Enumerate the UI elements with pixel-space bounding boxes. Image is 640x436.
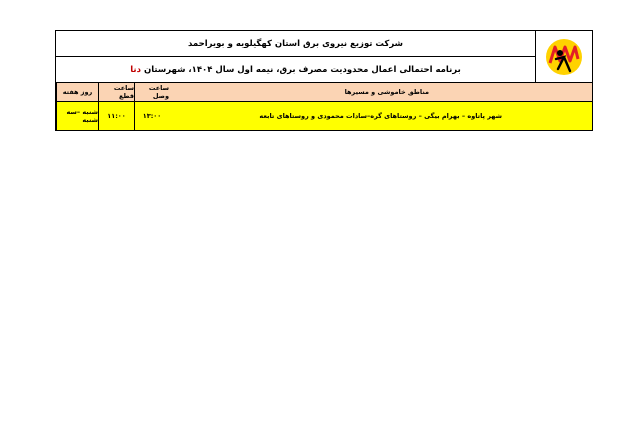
city-name: دنا [130, 64, 141, 75]
power-distribution-logo-icon [544, 37, 584, 77]
title-cell [56, 31, 535, 82]
program-title-text: برنامه احتمالی اعمال محدودیت مصرف برق، نیمه اول سال ۱۴۰۴، شهرستان [143, 64, 461, 75]
company-name: شرکت توزیع نیروی برق استان کهگیلویه و بویراحمد [56, 31, 535, 57]
program-title [56, 57, 535, 82]
column-header-day: روز هفته [56, 83, 98, 101]
logo-cell [535, 31, 592, 82]
cell-off-time: ۱۱:۰۰ [98, 102, 134, 130]
schedule-sheet [55, 30, 593, 131]
cell-on-time: ۱۳:۰۰ [134, 102, 169, 130]
column-header-on-time: ساعت وصل [134, 83, 169, 101]
document-header [56, 31, 592, 83]
cell-day: شنبه –سه شنبه [56, 102, 98, 130]
table-header-row [56, 83, 592, 102]
column-header-areas: مناطق خاموشی و مسیرها [344, 88, 429, 96]
column-header-off-time: ساعت قطع [98, 83, 134, 101]
cell-areas: شهر پاتاوه – بهرام بیگی – روستاهای گره–سادات محمودی و روستاهای تابعه [259, 112, 502, 120]
table-row [56, 102, 592, 130]
